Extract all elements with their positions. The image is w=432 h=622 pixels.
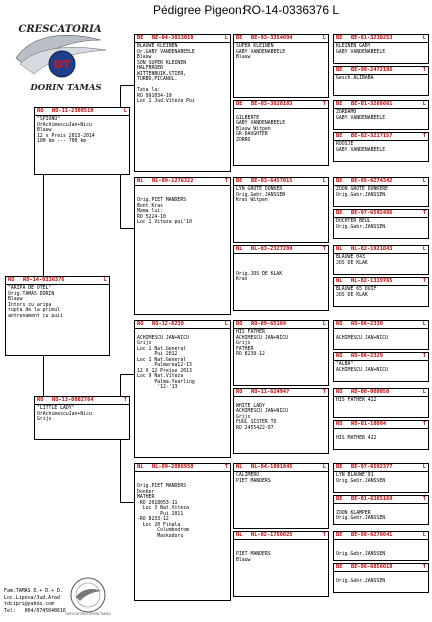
pedigree-box-sss [233,34,329,98]
ring-number: BE-02-3217157 [351,133,393,139]
pigeon-details: ACHIMESCU JAN+NICU [336,335,388,341]
sex-code: L [422,464,426,470]
ring-number: NL-02-1750025 [251,532,293,538]
sex-code: T [322,389,326,395]
pigeon-details: HIS FATHER 422 [336,398,377,403]
pigeon-ring-header [234,321,328,329]
pigeon-details: BLAUWE KLEINEN Or.GABY VANDENABEELE Blauw SON SUPER KLEINEN HALFBROER WITTENBUIK,STIER, TURBO,PICANOL. Tata la: RO 991034-10 Loc 1 Jud.Viteza Pui [137,44,195,105]
pigeon-ring-header [135,464,230,472]
stamp-text: CRESCATORIA DORIN TAMAS [65,612,111,616]
pigeon-details: ZORDAMO GABY VANDENABEELE [336,110,386,121]
ring-number: RO-09-65169 [251,321,287,327]
pigeon-ring-header [334,464,428,472]
country-code: BE [336,496,343,502]
pigeon-details: Orig.PIET MANDERS Donker MATHER -RO 2018053-11 Loc 3 Nat.Viteza Pui 2011 -RO 8233-12 Loc 20 Finala Columbodrom Maskadoru [137,484,189,540]
pigeon-ring-header [334,496,428,504]
pigeon-details: HIS MATHER 422 [336,435,377,441]
country-code: RO [336,321,343,327]
country-code: RO [236,321,243,327]
pedigree-box-sdds [333,245,429,275]
country-code: NL [236,532,243,538]
sex-code: T [422,210,426,216]
sex-code: L [322,178,326,184]
pedigree-box-sdsd [333,209,429,239]
country-code: BE [336,564,343,570]
pigeon-details: Orig.Gebr.JANSSEN [336,578,386,584]
title-ring: RO-14-0336376 L [243,3,340,17]
pigeon-ring-header [6,277,109,285]
logo-bottom-text: DORIN TAMAS [30,83,102,93]
pedigree-box-ssdd [333,132,429,162]
connector-line [120,502,135,503]
connector-line [120,228,135,229]
sex-code: L [322,464,326,470]
sex-code: T [422,496,426,502]
pigeon-details: "SPIONU" OrAchimescuJan+Nicu Blauw 12 x Preis 2013-2014 100 km --- 700 km [37,117,95,145]
sex-code: T [422,67,426,73]
ring-number: RO-14-0336376 [23,277,65,283]
sex-code: L [123,108,127,114]
ring-number: BE-95-6274342 [351,178,393,184]
pedigree-box-sdd [233,245,329,311]
pigeon-details: ZOON KLAMPER Orig.Gebr.JANSSEN [336,510,386,522]
pigeon-ring-header [234,464,328,472]
country-code: BE [336,532,343,538]
pedigree-box-subject [5,276,110,356]
ring-number: BE-81-3238253 [351,35,393,41]
ring-number: RO-13-0002764 [52,397,94,403]
pigeon-ring-header [334,133,428,141]
pedigree-box-dsdd [333,420,429,450]
breeder-contact: Fam.TAMAS D.+ D.+ D. Loc.Lipova/Jud.Arad tdcipri@yahoo.com Tel: 004/0745048616 [4,588,66,614]
connector-line [120,374,135,375]
pedigree-box-ddds [333,531,429,561]
pedigree-box-dsd [233,388,329,454]
country-code: RO [8,277,15,283]
pigeon-details: "ARIPA DE OTEL" Orig.TAMAS DORIN Blauw Intors cu aripa rupta de la primul antrenament cu puii [8,286,63,319]
pigeon-ring-header [234,101,328,109]
pigeon-ring-header [234,389,328,397]
breeder-logo [6,18,114,96]
pigeon-ring-header [334,321,428,329]
pigeon-ring-header [35,108,129,116]
pigeon-details: LYN GROTE DONKER Orig.Gebr.JANSSEN Kras Witpen [236,187,286,204]
sex-code: L [422,246,426,252]
pigeon-ring-header [334,564,428,572]
pedigree-box-dds [233,463,329,529]
pigeon-ring-header [334,278,428,286]
pedigree-box-ddsd [333,495,429,525]
pigeon-details: BLAUWE 65 DUIF JOS DE KLAK [336,287,377,298]
sex-code: T [322,101,326,107]
country-code: BE [336,35,343,41]
sex-code: T [422,353,426,359]
ring-number: BE-98-6278041 [351,532,393,538]
ring-number: BE-93-3354694 [251,35,293,41]
ring-number: RO-11-2300510 [52,108,94,114]
country-code: NL [137,464,144,470]
pigeon-ring-header [234,532,328,540]
ring-number: NL-03-2327209 [251,246,293,252]
pedigree-box-ssss [333,34,429,64]
pigeon-details: Orig.Gebr.JANSSEN [336,552,386,558]
pedigree-box-sds [233,177,329,243]
country-code: RO [236,389,243,395]
ring-number: BE-03-3028183 [251,101,293,107]
pedigree-box-sire [34,107,130,175]
ring-number: NL-02-1319765 [351,278,393,284]
pigeon-details: KLEINEN GABY GABY VANDENABEELE [336,44,386,55]
pedigree-box-dam-sire [134,320,231,458]
country-code: RO [37,397,44,403]
country-code: RO [336,353,343,359]
pedigree-box-dddd [333,563,429,593]
pedigree-box-ssds [333,100,429,130]
breeder-stamp [63,575,113,617]
sex-code: T [422,278,426,284]
pigeon-ring-header [334,389,428,397]
pigeon-ring-header [35,397,129,405]
pigeon-ring-header [334,210,428,218]
pigeon-details: Orig.PIET MANDERS Bont Kras Mama lui: RO 5224-10 Loc 1 Viteza pui'10 [137,198,192,226]
pedigree-box-sdss [333,177,429,207]
country-code: BE [236,101,243,107]
sex-code: L [422,321,426,327]
country-code: BE [336,178,343,184]
pigeon-details: CALIMERO PIET MANDERS [236,473,271,484]
sex-code: L [103,277,107,283]
ring-number: BE-04-3013018 [152,35,194,41]
page-title [0,3,432,17]
pigeon-ring-header [234,178,328,186]
ring-number: RO-06-2329 [351,353,383,359]
logo-top-text: CRESCATORIA [18,24,102,35]
pigeon-details: LYN BLAUWE'91 Orig.Gebr.JANSSEN [336,473,386,484]
country-code: RO [37,108,44,114]
ring-number: NL-09-1276322 [152,178,194,184]
ring-number: BE-97-6592486 [351,210,393,216]
ring-number: RO-12-8239 [152,321,184,327]
pedigree-box-dam [34,396,130,440]
sex-code: L [322,35,326,41]
sex-code: L [224,321,228,327]
ring-number: RO-11-624947 [251,389,290,395]
pigeon-details: "ALBA" ACHIMESCU JAN+NICU [336,362,388,373]
pigeon-ring-header [135,178,230,186]
ring-number: RO-01-10004 [351,421,387,427]
sex-code: L [422,532,426,538]
pigeon-ring-header [334,421,428,429]
country-code: BE [137,35,144,41]
pigeon-ring-header [135,35,230,43]
pigeon-details: ROOSJE GABY VANDENABEELE [336,142,386,153]
pedigree-box-dsds [333,388,429,418]
sex-code: T [224,178,228,184]
country-code: BE [236,178,243,184]
pigeon-ring-header [334,246,428,254]
pedigree-box-ddss [333,463,429,493]
pedigree-box-ssd [233,100,329,166]
country-code: NL [236,464,243,470]
pedigree-box-dsss [333,320,429,350]
pigeon-details: HIS FATHER ACHIMESCU JAN+NICU Grijs FATHER RO 8239-12 [236,330,288,358]
country-code: RO [336,421,343,427]
country-code: RO [137,321,144,327]
ring-number: RO-06-2330 [351,321,383,327]
sex-code: T [123,397,127,403]
country-code: BE [336,133,343,139]
ring-number: BE-06-6056018 [351,564,393,570]
sex-code: T [422,133,426,139]
pedigree-box-sire-sire [134,34,231,172]
ring-number: NL-02-1921043 [351,246,393,252]
pigeon-ring-header [234,35,328,43]
ring-number: NL-09-2086958 [152,464,194,470]
pigeon-details: Gesch.ALIBABA [336,76,374,81]
pedigree-box-sire-dam [134,177,231,315]
pigeon-ring-header [234,246,328,254]
sex-code: T [422,564,426,570]
sex-code: L [322,321,326,327]
ring-number: BE-90-2472186 [351,67,393,73]
country-code: BE [336,210,343,216]
pedigree-box-sssd [333,66,429,96]
pigeon-ring-header [334,532,428,540]
pedigree-box-sddd [333,277,429,307]
country-code: BE [236,35,243,41]
pigeon-ring-header [334,178,428,186]
country-code: BE [336,464,343,470]
pigeon-details: ACHIMESCU JAN+NICU Grijs Loc 1 Nat.General Pui 2012 Loc 1 Nat.General Palmarea12-13 12 X 12 Preise 2013 Loc 9 Nat.Viteza Palma.Yearling '12-'13 [137,335,195,391]
pigeon-ring-header [334,35,428,43]
pigeon-details: PIET MANDERS Blauw [236,552,271,563]
ring-number: BE-97-6592377 [351,464,393,470]
pigeon-details: ZOON GROTE DONKERE Orig.Gebr.JANSSEN [336,187,388,198]
ring-number: RO-00-000050 [351,389,390,395]
pedigree-box-dam-dam [134,463,231,601]
country-code: BE [336,67,343,73]
pedigree-box-dss [233,320,329,386]
country-code: BE [336,101,343,107]
pigeon-details: DOCHTER BEUL Orig.Gebr.JANSSEN [336,219,386,230]
pigeon-details: BLAUWE 043 JOS DE KLAK [336,255,368,266]
pigeon-details: Orig.JOS DE KLAK Kras [236,271,283,283]
pigeon-ring-header [334,67,428,75]
country-code: RO [336,389,343,395]
pedigree-box-ddd [233,531,329,597]
pedigree-box-dssd [333,352,429,382]
ring-number: BE-01-3268661 [351,101,393,107]
ring-number: BE-01-6365169 [351,496,393,502]
ring-number: NL-04-1001845 [251,464,293,470]
sex-code: L [224,35,228,41]
pigeon-details: "LITTLE LADY" OrAchimescuJan+Nicu Grijs [37,406,92,423]
logo-initials: DT [53,58,71,71]
sex-code: L [422,389,426,395]
country-code: NL [336,278,343,284]
sex-code: L [422,178,426,184]
country-code: NL [336,246,343,252]
sex-code: T [422,421,426,427]
pigeon-details: GILBERTE GABY VANDENABEELE Blauw Witpen GR-DAUGHTER ZORRO [236,115,286,143]
pigeon-ring-header [135,321,230,329]
sex-code: T [322,246,326,252]
sex-code: T [224,464,228,470]
country-code: NL [137,178,144,184]
sex-code: L [422,35,426,41]
connector-line [120,85,135,86]
pigeon-ring-header [334,101,428,109]
pigeon-ring-header [334,353,428,361]
title-label: Pédigree Pigeon: [153,3,246,17]
pigeon-details: SUPER KLEINEN GABY VANDENABEELE Blauw [236,44,286,61]
country-code: NL [236,246,243,252]
pigeon-details: WHITE LADY ACHIMESCU JAN+NICU Grijs FUUL SISTER TO RO 2455422-07 [236,403,288,431]
ring-number: BE-03-6457015 [251,178,293,184]
sex-code: T [322,532,326,538]
sex-code: L [422,101,426,107]
